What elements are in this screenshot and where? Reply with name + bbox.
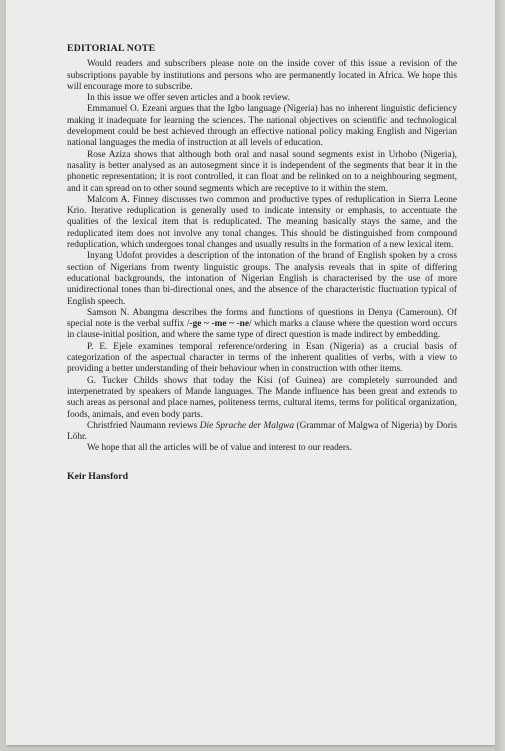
paragraph-aziza: Rose Aziza shows that although both oral and nasal sound segments exist in Urhobo (Nigeria), nasality is better analysed as an autosegment since it is independent of the segments that bear it in the phonetic representation; it is root controlled, it can float and be relinked on to a neighbouring segment, and it can spread on to other sound segments which are receptive to it within the stem. — [67, 149, 457, 194]
editorial-note — [67, 43, 457, 492]
verbal-suffix: -ge ~ -me ~ -ne — [189, 319, 249, 330]
abangma-text-after: / which marks a clause where the question word occurs in clause-initial position, and where the same type of direct question is made indirect by embedding. — [67, 319, 457, 341]
signature: Keir Hansford — [67, 470, 129, 482]
paragraph-finney: Malcom A. Finney discusses two common and productive types of reduplication in Sierra Leone Krio. Iterative reduplication is generally used to indicate intensity or emphasis, to accentuate the qualities of the lexical item that is reduplicated. The meaning basically stays the same, and the reduplicated item does not involve any tonal changes. This should be distinguished from compound reduplication, which undergoes tonal changes and usually results in the formation of a new lexical item. — [67, 194, 457, 251]
paragraph-ejele: P. E. Ejele examines temporal reference/ordering in Esan (Nigeria) as a crucial basis of categorization of the aspectual character in terms of the inherent qualities of verbs, with a view to providing a better understanding of their behaviour when in construction with other items. — [67, 341, 457, 375]
paragraph-closing: We hope that all the articles will be of value and interest to our readers. — [87, 443, 352, 454]
paragraph-ezeani: Emmanuel O. Ezeani argues that the Igbo language (Nigeria) has no inherent linguistic deficiency making it inadequate for learning the sciences. The national objectives on scientific and technological development could be best achieved through an effective national policy making English and Nigerian national languages the media of instruction at all levels of education. — [67, 104, 457, 149]
paragraph-udofot: Inyang Udofot provides a description of the intonation of the brand of English spoken by a cross section of Nigerians from twenty linguistic groups. The analysis reveals that in spite of differing educational backgrounds, the intonation of Nigerian English is characterised by the use of more unidirectional tones than bi-directional ones, and the absence of the characteristic fluctuation typical of English speech. — [67, 251, 457, 307]
paragraph-childs: G. Tucker Childs shows that today the Kisi (of Guinea) are completely surrounded and interpenetrated by speakers of Mande languages. The Mande influence has been great and extends to such areas as personal and place names, politeness terms, cultural items, terms for political organization, foods, animals, and even body parts. — [67, 375, 457, 420]
paragraph-overview: In this issue we offer seven articles and a book review. — [87, 93, 290, 104]
paragraph-naumann — [67, 421, 457, 444]
page-sheet — [6, 0, 495, 745]
page-title: EDITORIAL NOTE — [67, 43, 156, 54]
page-edge-shadow — [495, 0, 505, 751]
book-title: Die Sprache der Malgwa — [199, 420, 295, 431]
naumann-text-after: (Grammar of Malgwa of Nigeria) by Doris Löhr. — [67, 420, 458, 443]
abangma-text-before: Samson N. Abangma describes the forms and functions of questions in Denya (Cameroun). Of special note is the verbal suffix / — [67, 307, 457, 330]
naumann-text-before: Christfried Naumann reviews — [87, 420, 200, 431]
paragraph-subscriptions: Would readers and subscribers please note on the inside cover of this issue a revision of the subscriptions payable by institutions and persons who are permanently located in Africa. We hope this will encourage more to subscribe. — [67, 59, 457, 92]
paragraph-abangma — [67, 308, 457, 342]
